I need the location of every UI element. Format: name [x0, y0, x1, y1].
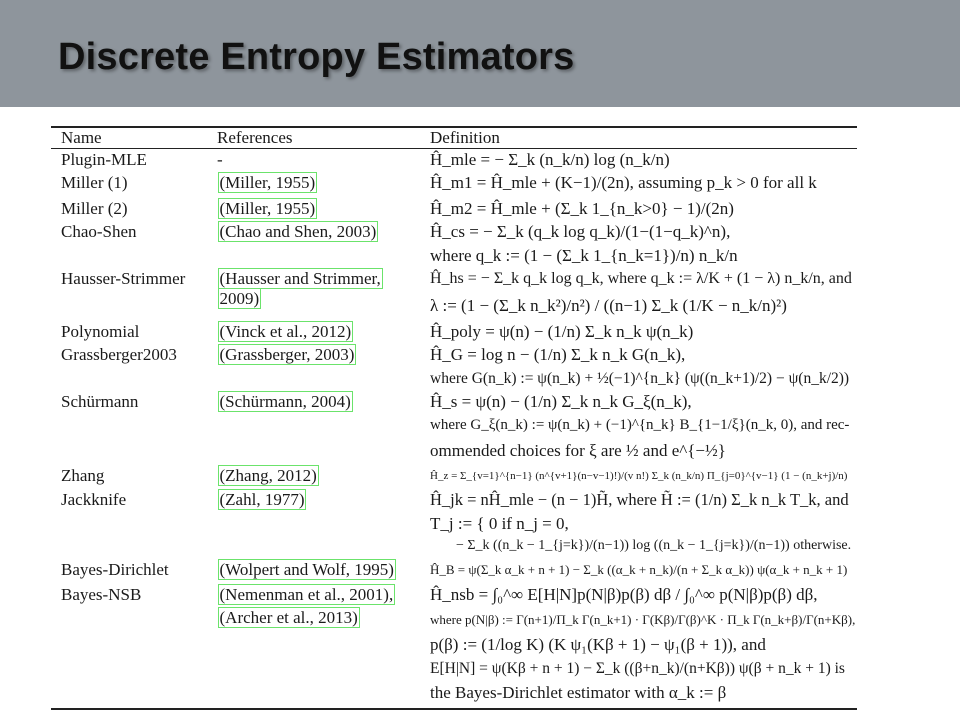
citation-link[interactable]: (Miller, 1955) — [219, 199, 316, 218]
row-definition: the Bayes-Dirichlet estimator with α_k := β — [430, 683, 727, 702]
row-definition: T_j := { 0 if n_j = 0, — [430, 514, 569, 533]
row-name: Hausser-Strimmer — [61, 269, 186, 288]
row-name: Schürmann — [61, 392, 139, 411]
citation-link[interactable]: (Grassberger, 2003) — [219, 345, 355, 364]
row-definition: Ĥ_hs = − Σ_k q_k log q_k, where q_k := λ/K + (1 − λ) n_k/n, and — [430, 270, 852, 287]
title-bar — [0, 0, 960, 107]
table-bottom-rule — [51, 708, 857, 710]
row-definition: Ĥ_nsb = ∫₀^∞ E[H|N]p(N|β)p(β) dβ / ∫₀^∞ p(N|β)p(β) dβ, — [430, 585, 818, 604]
col-header-references: References — [217, 128, 293, 147]
citation-link[interactable]: (Zahl, 1977) — [219, 490, 305, 509]
row-name: Chao-Shen — [61, 222, 137, 241]
row-definition: where G(n_k) := ψ(n_k) + ½(−1)^{n_k} (ψ((n_k+1)/2) − ψ(n_k/2)) — [430, 370, 850, 387]
row-name: Bayes-NSB — [61, 585, 142, 604]
citation-link[interactable]: (Hausser and Strimmer, — [219, 269, 381, 288]
row-definition: Ĥ_B = ψ(Σ_k α_k + n + 1) − Σ_k ((α_k + n_k)/(n + Σ_k α_k)) ψ(α_k + n_k + 1) — [430, 562, 848, 577]
row-name: Zhang — [61, 466, 105, 485]
citation-link[interactable]: (Miller, 1955) — [219, 173, 316, 192]
row-definition: Ĥ_jk = nĤ_mle − (n − 1)H̃, where H̃ := (1/n) Σ_k n_k T_k, and — [430, 490, 849, 509]
row-definition: Ĥ_m2 = Ĥ_mle + (Σ_k 1_{n_k>0} − 1)/(2n) — [430, 199, 734, 218]
citation-link[interactable]: (Vinck et al., 2012) — [219, 322, 352, 341]
row-reference: - — [217, 150, 223, 169]
estimators-table — [51, 126, 857, 710]
row-definition: where G_ξ(n_k) := ψ(n_k) + (−1)^{n_k} B_{1−1/ξ}(n_k, 0), and rec- — [430, 417, 850, 433]
row-definition: p(β) := (1/log K) (K ψ₁(Kβ + 1) − ψ₁(β + 1)), and — [430, 635, 766, 654]
citation-link[interactable]: 2009) — [219, 289, 260, 308]
row-definition: where q_k := (1 − (Σ_k 1_{n_k=1})/n) n_k/n — [430, 246, 738, 265]
citation-link[interactable]: (Chao and Shen, 2003) — [219, 222, 377, 241]
row-name: Bayes-Dirichlet — [61, 560, 169, 579]
row-name: Jackknife — [61, 490, 127, 509]
row-name: Plugin-MLE — [61, 150, 147, 169]
row-definition: E[H|N] = ψ(Kβ + n + 1) − Σ_k ((β+n_k)/(n+Kβ)) ψ(β + n_k + 1) is — [430, 660, 845, 677]
row-definition: Ĥ_m1 = Ĥ_mle + (K−1)/(2n), assuming p_k > 0 for all k — [430, 173, 817, 192]
row-definition: Ĥ_z = Σ_{v=1}^{n−1} (n^{v+1}(n−v−1)!)/(v n!) Σ_k (n_k/n) Π_{j=0}^{v−1} (1 − (n_k+j)/n) — [430, 470, 848, 482]
row-definition: Ĥ_cs = − Σ_k (q_k log q_k)/(1−(1−q_k)^n), — [430, 222, 731, 241]
citation-link[interactable]: (Zhang, 2012) — [219, 466, 317, 485]
row-definition: ommended choices for ξ are ½ and e^{−½} — [430, 441, 726, 460]
col-header-name: Name — [61, 128, 102, 147]
citation-link[interactable]: (Nemenman et al., 2001), — [219, 585, 394, 604]
row-name: Miller (1) — [61, 173, 128, 192]
row-definition: where p(N|β) := Γ(n+1)/Π_k Γ(n_k+1) · Γ(Kβ)/Γ(β)^K · Π_k Γ(n_k+β)/Γ(n+Kβ), — [430, 612, 856, 627]
row-definition: Ĥ_poly = ψ(n) − (1/n) Σ_k n_k ψ(n_k) — [430, 322, 694, 341]
row-definition: − Σ_k ((n_k − 1_{j=k})/(n−1)) log ((n_k − 1_{j=k})/(n−1)) otherwise. — [456, 538, 852, 553]
citation-link[interactable]: (Schürmann, 2004) — [219, 392, 351, 411]
table-header-rule — [51, 148, 857, 149]
row-definition: λ := (1 − (Σ_k n_k²)/n²) / ((n−1) Σ_k (1/K − n_k/n)²) — [430, 296, 787, 315]
citation-link[interactable]: (Archer et al., 2013) — [219, 608, 358, 627]
row-definition: Ĥ_mle = − Σ_k (n_k/n) log (n_k/n) — [430, 150, 670, 169]
row-definition: Ĥ_G = log n − (1/n) Σ_k n_k G(n_k), — [430, 345, 686, 364]
row-name: Grassberger2003 — [61, 345, 177, 364]
row-name: Polynomial — [61, 322, 140, 341]
row-name: Miller (2) — [61, 199, 128, 218]
row-definition: Ĥ_s = ψ(n) − (1/n) Σ_k n_k G_ξ(n_k), — [430, 392, 692, 411]
col-header-definition: Definition — [430, 128, 500, 147]
citation-link[interactable]: (Wolpert and Wolf, 1995) — [219, 560, 394, 579]
slide-title: Discrete Entropy Estimators — [58, 36, 575, 78]
